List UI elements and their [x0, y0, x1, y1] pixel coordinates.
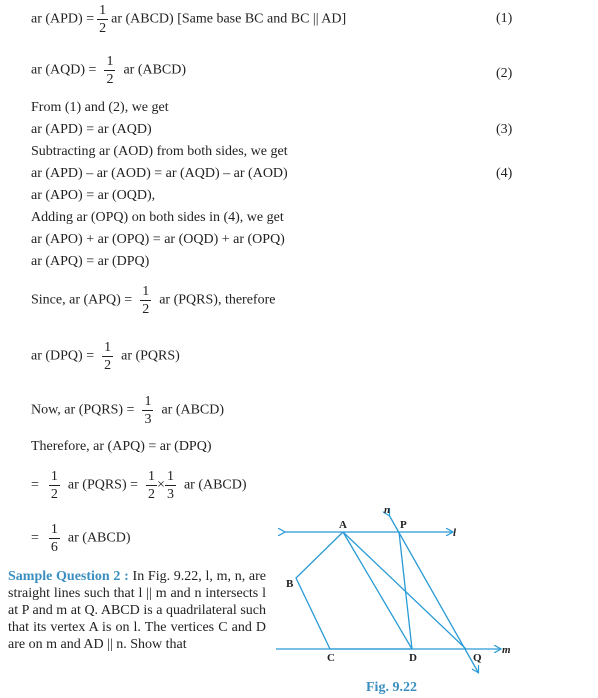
- text-line: Subtracting ar (AOD) from both sides, we get: [31, 144, 288, 159]
- text-line: Adding ar (OPQ) on both sides in (4), we get: [31, 210, 284, 225]
- fraction: $\frac{1}{2}$: [142, 284, 150, 317]
- text-line: ar (APQ) = ar (DPQ): [31, 254, 150, 269]
- fraction: $\frac{1}{6}$: [50, 522, 58, 555]
- label-p: P: [400, 519, 407, 531]
- equation-line-11: Since, ar (APQ) = $\frac{1}{2}$ ar (PQRS), therefore: [31, 284, 276, 317]
- fraction: $\frac{1}{2}$: [99, 3, 107, 36]
- fraction: $\frac{1}{3}$: [144, 394, 152, 427]
- label-d: D: [409, 652, 417, 664]
- label-q: Q: [473, 652, 482, 664]
- label-m: m: [502, 644, 511, 656]
- equation-number: (2): [496, 66, 513, 81]
- fraction: $\frac{1}{2}$: [148, 469, 156, 502]
- equation-line-12: ar (DPQ) = $\frac{1}{2}$ ar (PQRS): [31, 340, 180, 373]
- sample-question-title: Sample Question 2 :: [8, 569, 129, 584]
- fraction: $\frac{1}{2}$: [104, 340, 112, 373]
- equation-line-16: = $\frac{1}{6}$ ar (ABCD): [31, 522, 131, 555]
- equation-line-13: Now, ar (PQRS) = $\frac{1}{3}$ ar (ABCD): [31, 394, 225, 427]
- text-line: Therefore, ar (APQ) = ar (DPQ): [31, 439, 212, 454]
- label-c: C: [327, 652, 335, 664]
- sample-question-body: In Fig. 9.22, l, m, n, are straight lines such that l || m and n intersects l at P and m at Q. ABCD is a quadrilateral such that its vertex A is on l. The vertices C and D are on m and AD || n. Show that: [8, 569, 266, 652]
- fraction: $\frac{1}{3}$: [166, 469, 174, 502]
- label-a: A: [339, 519, 347, 531]
- label-b: B: [286, 578, 294, 590]
- figure-caption: Fig. 9.22: [366, 680, 417, 695]
- text-line: ar (APD) – ar (AOD) = ar (AQD) – ar (AOD): [31, 166, 288, 181]
- quadrilateral-abcd: [296, 532, 412, 649]
- equation-number: (3): [496, 122, 513, 137]
- text-line: From (1) and (2), we get: [31, 100, 169, 115]
- equation-number: (4): [496, 166, 513, 181]
- text-line: ar (APO) + ar (OPQ) = ar (OQD) + ar (OPQ): [31, 232, 285, 247]
- text-line: ar (APO) = ar (OQD),: [31, 188, 156, 203]
- text-line: ar (APD) = ar (AQD): [31, 122, 152, 137]
- fraction: $\frac{1}{2}$: [106, 54, 114, 87]
- equation-line-15: = $\frac{1}{2}$ ar (PQRS) = $\frac{1}{2}$ × $\frac{1}{3}$ ar (ABCD): [31, 469, 247, 502]
- equation-line-2: ar (AQD) = $\frac{1}{2}$ ar (ABCD): [31, 54, 187, 87]
- segment-aq: [343, 532, 466, 649]
- label-l: l: [453, 527, 457, 539]
- eq1-left: ar (APD) =: [31, 11, 95, 27]
- eq1-right: ar (ABCD) [Same base BC and BC || AD]: [111, 11, 347, 27]
- equation-number: (1): [496, 11, 513, 26]
- label-n: n: [384, 504, 391, 516]
- fraction: $\frac{1}{2}$: [50, 469, 58, 502]
